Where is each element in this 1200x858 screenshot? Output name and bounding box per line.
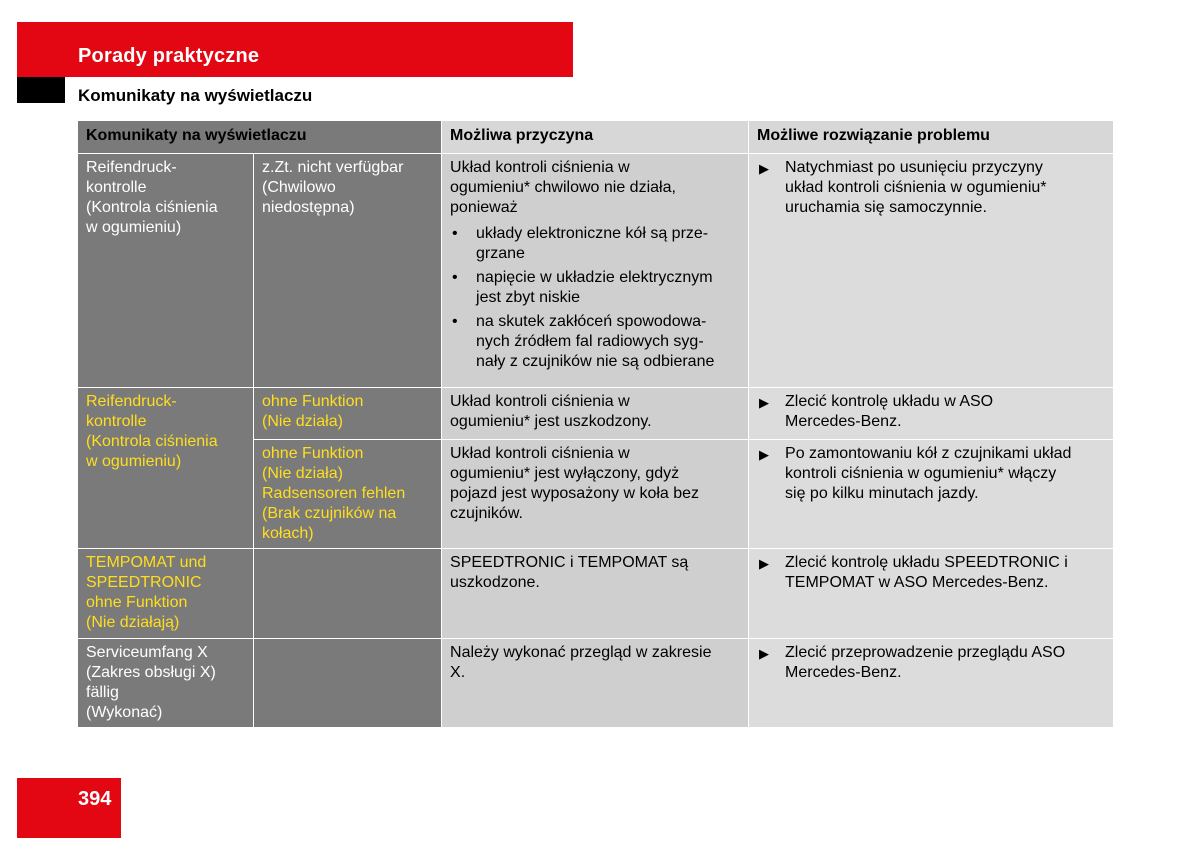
message-main: TEMPOMAT und SPEEDTRONIC ohne Funktion (Nie działają) bbox=[78, 549, 254, 639]
cause-cell: Układ kontroli ciśnienia w ogumieniu* chwilowo nie działa, ponieważ • układy elektroniczne kół są prze- grzane • napięcie w układzie elektrycznym jest zbyt niskie • na skutek zakłóceń spowodowa- nych źródłem fal radiowych syg- nały z czujników nie są odbierane bbox=[442, 154, 749, 388]
bullet-icon: • bbox=[452, 225, 458, 242]
arrow-right-icon: ▶ bbox=[759, 556, 770, 571]
arrow-right-icon: ▶ bbox=[759, 395, 770, 410]
table-row bbox=[78, 549, 1114, 639]
table-row bbox=[78, 154, 1114, 388]
display-messages-table bbox=[77, 120, 1114, 728]
list-item: • układy elektroniczne kół są prze- grzane bbox=[452, 225, 709, 262]
header-message: Komunikaty na wyświetlaczu bbox=[78, 121, 442, 154]
bullet-icon: • bbox=[452, 269, 458, 286]
section-title: Komunikaty na wyświetlaczu bbox=[78, 86, 313, 105]
cause-cell: Należy wykonać przegląd w zakresie X. bbox=[442, 639, 749, 728]
section-marker bbox=[17, 77, 65, 103]
arrow-right-icon: ▶ bbox=[759, 161, 770, 176]
message-detail bbox=[254, 549, 442, 639]
list-item: • napięcie w układzie elektrycznym jest zbyt niskie bbox=[452, 269, 713, 306]
page-number: 394 bbox=[78, 788, 112, 810]
arrow-right-icon: ▶ bbox=[759, 646, 770, 661]
table-row bbox=[78, 639, 1114, 728]
message-detail bbox=[254, 639, 442, 728]
message-detail: ohne Funktion (Nie działa) bbox=[254, 388, 442, 440]
cause-cell: Układ kontroli ciśnienia w ogumieniu* jest wyłączony, gdyż pojazd jest wyposażony w koła bez czujników. bbox=[442, 440, 749, 549]
cause-cell: SPEEDTRONIC i TEMPOMAT są uszkodzone. bbox=[442, 549, 749, 639]
list-item: • na skutek zakłóceń spowodowa- nych źródłem fal radiowych syg- nały z czujników nie są odbierane bbox=[452, 313, 715, 370]
solution-cell: ▶ Zlecić kontrolę układu SPEEDTRONIC i TEMPOMAT w ASO Mercedes-Benz. bbox=[749, 549, 1114, 639]
message-main: Serviceumfang X (Zakres obsługi X) fällig (Wykonać) bbox=[78, 639, 254, 728]
cause-cell: Układ kontroli ciśnienia w ogumieniu* jest uszkodzony. bbox=[442, 388, 749, 440]
solution-cell: ▶ Zlecić przeprowadzenie przeglądu ASO Mercedes-Benz. bbox=[749, 639, 1114, 728]
table-row bbox=[78, 388, 1114, 440]
solution-cell: ▶ Natychmiast po usunięciu przyczyny układ kontroli ciśnienia w ogumieniu* uruchamia się samoczynnie. bbox=[749, 154, 1114, 388]
message-main: Reifendruck- kontrolle (Kontrola ciśnienia w ogumieniu) bbox=[78, 388, 254, 549]
bullet-icon: • bbox=[452, 313, 458, 330]
header-solution: Możliwe rozwiązanie problemu bbox=[749, 121, 1114, 154]
solution-cell: ▶ Po zamontowaniu kół z czujnikami układ kontroli ciśnienia w ogumieniu* włączy się po kilku minutach jazdy. bbox=[749, 440, 1114, 549]
message-detail: ohne Funktion (Nie działa) Radsensoren fehlen (Brak czujników na kołach) bbox=[254, 440, 442, 549]
message-main: Reifendruck- kontrolle (Kontrola ciśnienia w ogumieniu) bbox=[78, 154, 254, 388]
header-cause: Możliwa przyczyna bbox=[442, 121, 749, 154]
arrow-right-icon: ▶ bbox=[759, 447, 770, 462]
table-header-row bbox=[78, 121, 1114, 154]
solution-cell: ▶ Zlecić kontrolę układu w ASO Mercedes-Benz. bbox=[749, 388, 1114, 440]
cause-bullet-list bbox=[450, 224, 740, 372]
message-detail: z.Zt. nicht verfügbar (Chwilowo niedostępna) bbox=[254, 154, 442, 388]
chapter-title: Porady praktyczne bbox=[78, 45, 260, 67]
